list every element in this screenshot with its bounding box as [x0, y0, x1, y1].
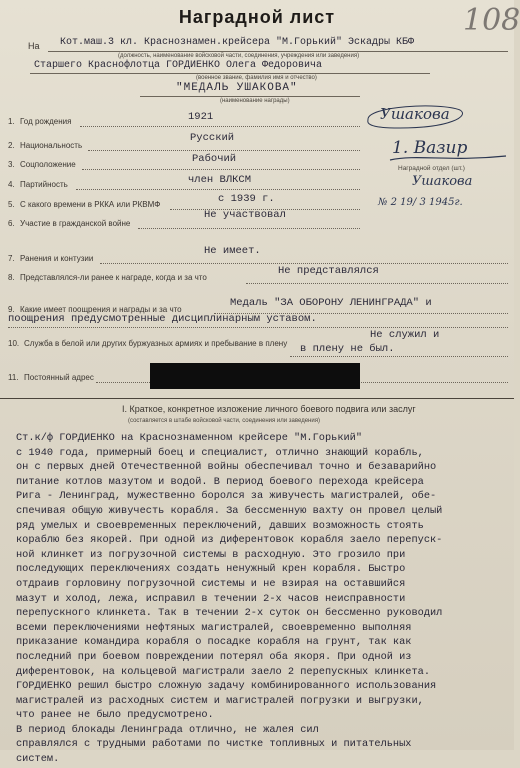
field-8-label: Представлялся-ли ранее к награде, когда и за что	[20, 273, 207, 282]
field-5-label: С какого времени в РККА или РКВМФ	[20, 200, 161, 209]
field-6-value: Не участвовал	[204, 209, 286, 221]
field-2-value: Русский	[190, 132, 235, 144]
field-5-value: с 1939 г.	[218, 193, 275, 205]
field-10-label: Служба в белой или других буржуазных армиях и пребывание в плену	[24, 339, 288, 348]
narrative-line: всеми переключениями нефтяных магистралей, своевременно выполняя	[16, 621, 412, 634]
field-8-number: 8.	[8, 273, 15, 282]
stamp-line-2: Ушакова	[412, 174, 473, 189]
name-underline	[30, 73, 430, 74]
field-4-number: 4.	[8, 180, 15, 189]
field-1-label: Год рождения	[20, 117, 72, 126]
page-number-handwritten: 108	[463, 3, 520, 38]
narrative-text	[16, 432, 508, 768]
document-title: Наградной лист	[178, 7, 336, 27]
narrative-line: магистралей из расходных систем и магистралей погрузки и выгрузки,	[16, 694, 424, 707]
narrative-line: диферентовок, на кольцевой магистрали заело 2 перепускных клинкета.	[16, 665, 431, 678]
handwritten-award-note: Ушакова	[380, 105, 450, 123]
field-6-line	[138, 228, 360, 229]
field-7-number: 7.	[8, 254, 15, 263]
field-8-value: Не представлялся	[278, 265, 379, 277]
field-7-line	[100, 263, 508, 264]
field-10-line	[290, 356, 508, 357]
narrative-line: спечивая общую живучесть корабля. За бессменную вахту он провел целый	[16, 504, 443, 517]
section-heading: I. Краткое, конкретное изложение личного боевого подвига или заслуг	[122, 404, 416, 414]
narrative-line: кораблю без якорей. При одной из диферентовок корабля заело перепуск-	[16, 534, 443, 547]
narrative-line: Рига - Ленинград, мужественно боролся за живучесть магистралей, обе-	[16, 490, 437, 503]
field-3-value: Рабочий	[192, 153, 237, 165]
field-6-number: 6.	[8, 219, 15, 228]
field-6-label: Участие в гражданской войне	[20, 219, 131, 228]
section-divider	[0, 398, 514, 399]
narrative-line: ГОРДИЕНКО решил быстро сложную задачу комбинированного использования	[16, 680, 437, 693]
narrative-line: что ранее не было предусмотрено.	[16, 709, 214, 722]
field-9-value: Медаль "ЗА ОБОРОНУ ЛЕНИНГРАДА" и	[230, 297, 432, 309]
section-caption: (составляется в штабе войсковой части, соединения или заведения)	[128, 418, 320, 424]
recipient-unit: Кот.маш.3 кл. Краснознамен.крейсера "М.Горький" Эскадры КБФ	[60, 37, 415, 48]
narrative-line: Ст.к/ф ГОРДИЕНКО на Краснознаменном крейсере "М.Горький"	[16, 432, 363, 444]
narrative-line: справлялся с трудными работами по чистке топливных и питательных	[16, 738, 412, 751]
narrative-line: последующих переключениях создать ненужный крен корабля. Быстро	[16, 563, 406, 576]
field-3-label: Соцположение	[20, 160, 76, 169]
narrative-line: ряд умелых и своевременных переключений, давших возможность стоять	[16, 519, 424, 532]
narrative-line: питание котлов мазутом и водой. В период боевого перехода крейсера	[16, 475, 424, 488]
address-redaction	[150, 363, 360, 389]
narrative-line: перепускного клинкета. Так в течении 2-х суток он бессменно руководил	[16, 607, 443, 620]
field-5-number: 5.	[8, 200, 15, 209]
narrative-line: мазут и холод, лежа, исправил в течении 2-х часов неисправности	[16, 592, 406, 605]
narrative-line: он с первых дней Отечественной войны обеспечивал точно и безаварийно	[16, 461, 437, 474]
field-10-value-continued: в плену не был.	[300, 343, 395, 355]
signature-underline-stroke	[388, 150, 508, 164]
narrative-line: приказание командира корабля о посадке корабля на грунт, так как	[16, 636, 412, 649]
recipient-underline	[48, 51, 508, 52]
field-9-number: 9.	[8, 305, 15, 314]
field-1-number: 1.	[8, 117, 15, 126]
field-3-number: 3.	[8, 160, 15, 169]
field-4-label: Партийность	[20, 180, 68, 189]
award-caption: (наименование награды)	[220, 98, 290, 104]
field-1-line	[80, 126, 360, 127]
field-2-number: 2.	[8, 141, 15, 150]
name-caption: (военное звание, фамилия имя и отчество)	[196, 75, 317, 81]
handwritten-signature: 1. Вазир	[392, 138, 468, 158]
award-underline	[140, 96, 360, 97]
field-8-line	[246, 283, 508, 284]
field-4-line	[76, 189, 360, 190]
field-9-line-2	[8, 327, 508, 328]
narrative-line: отдраив горловину погрузочной системы и не взирая на оставшийся	[16, 577, 406, 590]
field-11-number: 11.	[8, 373, 19, 382]
award-name: "МЕДАЛЬ УШАКОВА"	[176, 82, 298, 94]
field-4-value: член ВЛКСМ	[188, 174, 252, 186]
recipient-name: Старшего Краснофлотца ГОРДИЕНКО Олега Федоровича	[34, 60, 323, 71]
field-9-value-continued: поощрения предусмотренные дисциплинарным уставом.	[8, 313, 317, 325]
narrative-line: последний при боевом повреждении потерял оба якоря. При одной из	[16, 650, 412, 663]
field-9-label: Какие имеет поощрения и награды и за что	[20, 305, 182, 314]
stamp-date: № 2 19/ 3 1945г.	[378, 197, 463, 208]
narrative-line: ной клинкет из погрузочной системы в расходную. Это грозило при	[16, 548, 406, 561]
field-1-value: 1921	[188, 111, 214, 123]
stamp-line-1: Наградной отдел (шт.)	[398, 165, 465, 172]
field-3-line	[82, 169, 360, 170]
field-7-value: Не имеет.	[204, 245, 261, 257]
narrative-line: с 1940 года, примерный боец и специалист, отлично знающий корабль,	[16, 446, 424, 459]
field-10-value: Не служил и	[370, 329, 440, 341]
field-11-label: Постоянный адрес	[24, 373, 94, 382]
field-7-label: Ранения и контузии	[20, 254, 94, 263]
field-2-line	[88, 150, 360, 151]
recipient-caption: (должность, наименование войсковой части, соединения, учреждения или заведения)	[118, 53, 360, 59]
field-10-number: 10.	[8, 339, 20, 348]
na-label: На	[28, 41, 40, 51]
narrative-line: В период блокады Ленинграда отлично, не жалея сил	[16, 723, 319, 736]
narrative-line: систем.	[16, 753, 60, 766]
field-2-label: Национальность	[20, 141, 83, 150]
